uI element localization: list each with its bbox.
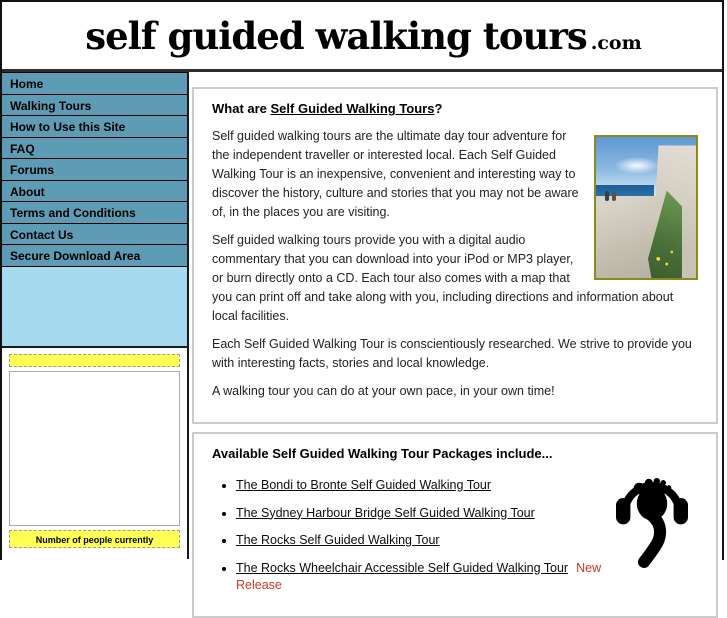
sidebar-item-faq[interactable]: FAQ [2,137,187,159]
packages-section [192,432,718,618]
site-logo[interactable] [82,14,641,58]
sidebar-widget-box [9,371,180,526]
sidebar-item-forums[interactable]: Forums [2,158,187,180]
sidebar-item-terms[interactable]: Terms and Conditions [2,201,187,223]
intro-heading-prefix: What are [212,101,271,116]
footprint-headphones-icon [612,446,692,578]
visitor-counter-label: Number of people currently [35,534,154,545]
photo-cloud [614,157,660,174]
site-logo-domain-suffix: .com [590,31,642,54]
body-row [2,72,722,592]
packages-heading: Available Self Guided Walking Tour Packages include... [212,446,553,461]
intro-paragraph-1: Self guided walking tours are the ultimate day tour adventure for the independent traveller or interested local. Each Self Guided Walking Tour is an inexpensive, convenient and interesting way to discover the history, culture and stories that you may not be aware of, in the places you are visiting. [212,129,579,219]
photo-walker-2 [612,192,616,201]
tour-link-bondi-bronte[interactable]: The Bondi to Bronte Self Guided Walking Tour [236,478,492,492]
sidebar-item-about[interactable]: About [2,180,187,202]
photo-walker-1 [605,191,609,201]
tour-link-sydney-harbour-bridge[interactable]: The Sydney Harbour Bridge Self Guided Walking Tour [236,505,535,520]
sidebar-yellow-divider [9,354,180,367]
site-logo-text: self guided walking tours [85,13,587,58]
sidebar-blue-panel [2,267,187,348]
what-are-tours-link[interactable]: Self Guided Walking Tours [270,101,435,116]
sidebar-nav [2,72,187,267]
sidebar-item-home[interactable]: Home [2,72,187,94]
intro-paragraph-4: A walking tour you can do at your own pace, in your own time! [212,384,555,398]
intro-heading-suffix: ? [434,101,443,116]
sidebar [2,72,189,559]
main-content [189,72,722,592]
intro-paragraph-3: Each Self Guided Walking Tour is conscientiously researched. We strive to provide you with interesting facts, stories and local knowledge. [212,337,692,370]
sidebar-item-secure-download[interactable]: Secure Download Area [2,244,187,266]
sidebar-widget-area [2,348,187,548]
sidebar-item-how-to-use[interactable]: How to Use this Site [2,115,187,137]
tour-link-the-rocks[interactable]: The Rocks Self Guided Walking Tour [236,533,440,547]
sidebar-item-walking-tours[interactable]: Walking Tours [2,94,187,116]
intro-paragraph-2: Self guided walking tours provide you with a digital audio commentary that you can download into your iPod or MP3 player, or burn directly onto a CD. Each tour also comes with a map that you can print off and take along with you, including directions and information about local facilities. [212,233,674,323]
site-header [2,2,722,72]
tour-link-rocks-wheelchair[interactable]: The Rocks Wheelchair Accessible Self Guided Walking Tour [236,560,569,575]
coastal-path-photo [594,135,698,280]
intro-section [192,87,718,424]
new-release-badge: New Release [236,560,602,592]
intro-heading [212,101,698,116]
sidebar-item-contact[interactable]: Contact Us [2,223,187,245]
